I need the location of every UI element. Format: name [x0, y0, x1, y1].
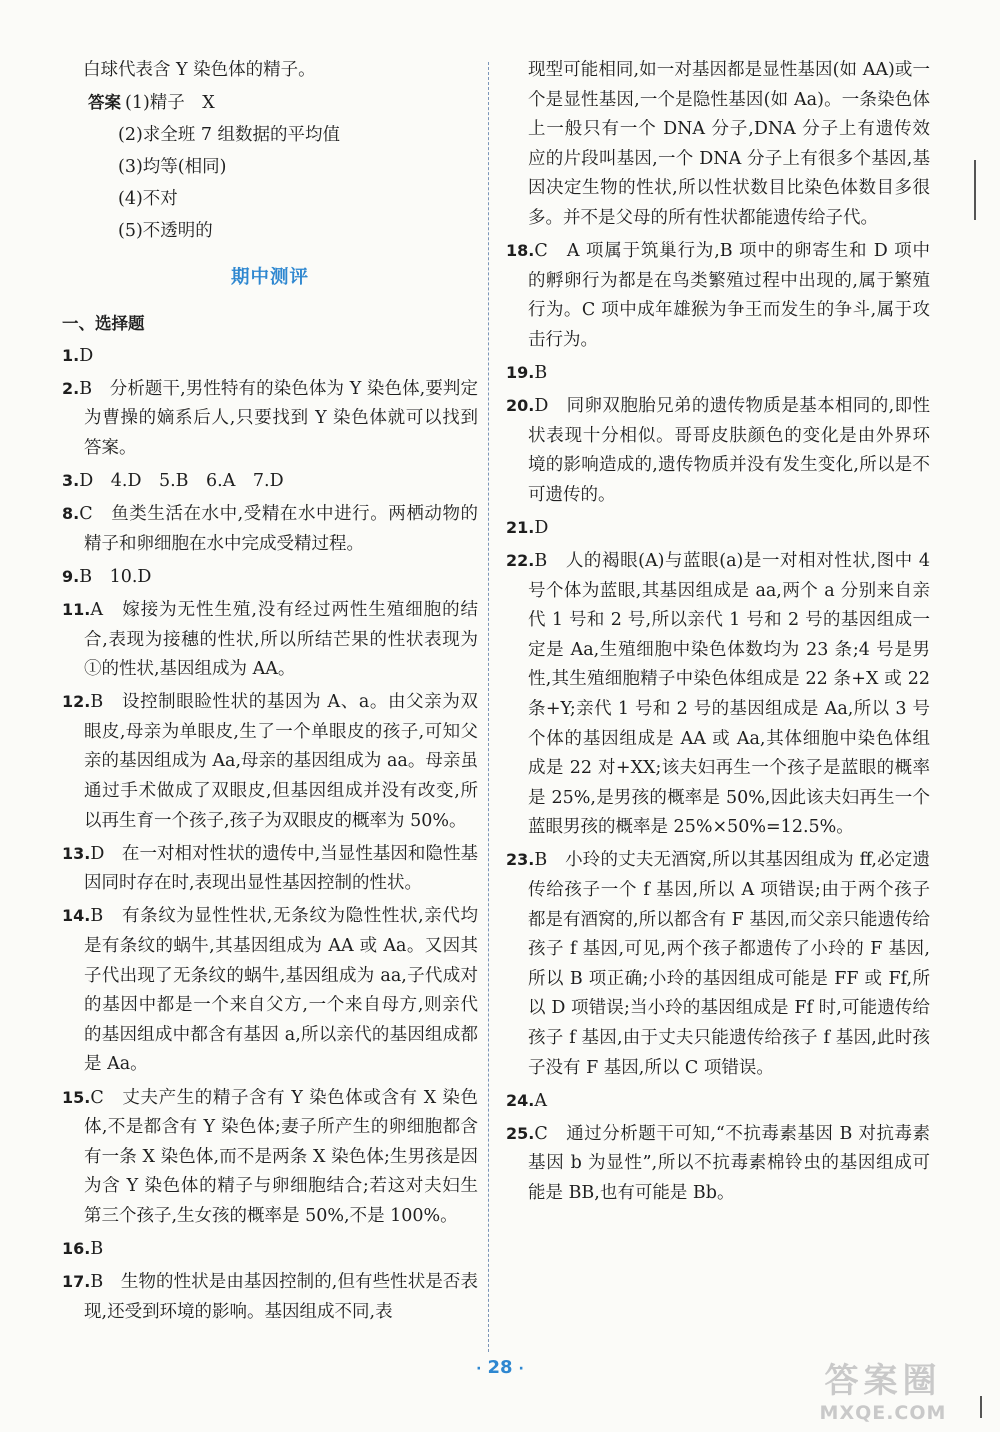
question-item	[62, 839, 478, 899]
question-text: B	[90, 1238, 104, 1259]
question-number: 3.	[62, 471, 80, 491]
question-item	[62, 901, 478, 1080]
question-text: C 通过分析题干可知,“不抗毒素基因 B 对抗毒素基因 b 为显性”,所以不抗毒素棉铃虫的基因组成可能是 BB,也有可能是 Bb。	[528, 1123, 930, 1203]
section-title: 期中测评	[230, 267, 309, 289]
question-item	[62, 341, 478, 372]
question-text: C A 项属于筑巢行为,B 项中的卵寄生和 D 项中的孵卵行为都是在鸟类繁殖过程中出现的,属于繁殖行为。C 项中成年雄猴为争王而发生的争斗,属于攻击行为。	[528, 241, 930, 350]
answer-line-1	[62, 88, 478, 119]
question-number: 12.	[62, 692, 91, 712]
question-number: 1.	[62, 345, 80, 365]
left-column	[62, 56, 478, 1330]
question-number: 8.	[62, 504, 80, 524]
question-number: 13.	[62, 843, 91, 863]
question-number: 24.	[506, 1090, 535, 1110]
answer-1: (1)精子 X	[125, 93, 215, 114]
page-number-text: 28	[487, 1357, 513, 1378]
question-text: A	[534, 1090, 547, 1111]
question-text: D 4.D 5.B 6.A 7.D	[79, 471, 284, 492]
answer-5: (5)不透明的	[118, 221, 213, 242]
question-item	[62, 687, 478, 836]
part-heading: 一、选择题	[62, 313, 145, 333]
answer-2: (2)求全班 7 组数据的平均值	[118, 125, 341, 146]
question-number: 18.	[506, 241, 535, 261]
question-text: A 嫁接为无性生殖,没有经过两性生殖细胞的结合,表现为接穗的性状,所以所结芒果的性状表现为①的性状,基因组成为 AA。	[84, 600, 478, 680]
question-text: D 同卵双胞胎兄弟的遗传物质是基本相同的,即性状表现十分相似。哥哥皮肤颜色的变化是由外界环境的影响造成的,遗传物质并没有发生变化,所以是不可遗传的。	[528, 396, 930, 505]
question-number: 9.	[62, 566, 80, 586]
question-item	[506, 236, 930, 355]
question-number: 19.	[506, 362, 535, 382]
question-number: 11.	[62, 600, 91, 619]
question-item	[62, 562, 478, 593]
column-divider	[488, 62, 489, 1352]
question-number: 2.	[62, 378, 80, 398]
watermark-url: MXQE.COM	[819, 1402, 947, 1424]
question-text: B 生物的性状是由基因控制的,但有些性状是否表现,还受到环境的影响。基因组成不同,表	[84, 1272, 478, 1322]
right-column	[506, 56, 930, 1211]
page-dot-right: ·	[518, 1361, 524, 1377]
question-item	[62, 1083, 478, 1232]
question-number: 20.	[506, 396, 535, 416]
question-item	[506, 513, 930, 544]
question-text: B 10.D	[79, 566, 152, 587]
question-item	[506, 391, 930, 510]
question-text: B 有条纹为显性性状,无条纹为隐性性状,亲代均是有条纹的蜗牛,其基因组成为 AA 或 Aa。又因其子代出现了无条纹的蜗牛,基因组成为 aa,子代成对的基因中都是一个来自父方,一个来自母方,则亲代的基因组成中都含有基因 a,所以亲代的基因组成都是 Aa。	[84, 906, 478, 1075]
watermark-logo-text: 答案圈	[824, 1361, 942, 1401]
question-number: 17.	[62, 1272, 91, 1292]
question-item	[62, 499, 478, 559]
question-text: C 丈夫产生的精子含有 Y 染色体或含有 X 染色体,不是都含有 Y 染色体;妻子所产生的卵细胞都含有一条 X 染色体,而不是两条 X 染色体;生男孩是因为含 Y 染色体的精子与卵细胞结合;若这对夫妇生第三个孩子,生女孩的概率是 50%,不是 100%。	[84, 1087, 478, 1226]
question-item	[506, 1119, 930, 1209]
question-text: B	[534, 362, 548, 383]
question-number: 14.	[62, 906, 91, 926]
question-item	[62, 374, 478, 464]
question-text: D 在一对相对性状的遗传中,当显性基因和隐性基因同时存在时,表现出显性基因控制的性状。	[84, 843, 478, 894]
page-edge-mark-bottom	[980, 1396, 982, 1418]
question-item	[506, 358, 930, 389]
answer-4: (4)不对	[118, 189, 178, 210]
question-text: C 鱼类生活在水中,受精在水中进行。两栖动物的精子和卵细胞在水中完成受精过程。	[79, 504, 478, 554]
intro-line: 白球代表含 Y 染色体的精子。	[83, 60, 316, 80]
question-number: 15.	[62, 1087, 91, 1107]
question-item	[62, 1234, 478, 1265]
question-item	[62, 595, 478, 685]
question-text: B 人的褐眼(A)与蓝眼(a)是一对相对性状,图中 4 号个体为蓝眼,其基因组成是 aa,两个 a 分别来自亲代 1 号和 2 号,所以亲代 1 号和 2 号的基因组成一定是 Aa,生殖细胞中染色体数均为 23 条;4 号是男性,其生殖细胞精子中染色体组成是 22 条+X 或 22 条+Y;亲代 1 号和 2 号的基因组成是 Aa,所以 3 号个体的基因组成是 AA 或 Aa,其体细胞中染色体组成是 22 对+XX;该夫妇再生一个孩子是蓝眼的概率是 25%,是男孩的概率是 50%,因此该夫妇再生一个蓝眼男孩的概率是 25%×50%=12.5%。	[528, 551, 930, 838]
page-dot-left: ·	[476, 1361, 482, 1377]
continued-answer-text: 现型可能相同,如一对基因都是显性基因(如 AA)或一个是显性基因,一个是隐性基因(如 Aa)。一条染色体上一般只有一个 DNA 分子,DNA 分子上有遗传效应的片段叫基因,一个 DNA 分子上有很多个基因,基因决定生物的性状,所以性状数目比染色体数目多很多。并不是父母的所有性状都能遗传给子代。	[528, 60, 930, 228]
watermark	[798, 1360, 968, 1424]
question-number: 25.	[506, 1123, 535, 1143]
question-number: 16.	[62, 1238, 91, 1258]
question-item	[506, 546, 930, 843]
question-text: B 小玲的丈夫无酒窝,所以其基因组成为 ff,必定遗传给孩子一个 f 基因,所以 A 项错误;由于两个孩子都是有酒窝的,所以都含有 F 基因,而父亲只能遗传给孩子 f 基因,可见,两个孩子都遗传了小玲的 F 基因,所以 B 项正确;小玲的基因组成可能是 FF 或 Ff,所以 D 项错误;当小玲的基因组成是 Ff 时,可能遗传给孩子 f 基因,由于丈夫只能遗传给孩子 f 基因,此时孩子没有 F 基因,所以 C 项错误。	[528, 850, 930, 1078]
page-edge-mark	[974, 160, 976, 220]
question-item	[62, 1267, 478, 1327]
answer-3: (3)均等(相同)	[118, 157, 227, 178]
question-text: B 设控制眼睑性状的基因为 A、a。由父亲为双眼皮,母亲为单眼皮,生了一个单眼皮的孩子,可知父亲的基因组成为 Aa,母亲的基因组成为 aa。母亲虽通过手术做成了双眼皮,但基因组成并没有改变,所以再生育一个孩子,孩子为双眼皮的概率为 50%。	[84, 692, 478, 831]
question-number: 23.	[506, 850, 535, 870]
question-number: 21.	[506, 517, 535, 537]
question-item	[62, 466, 478, 497]
question-text: D	[534, 517, 549, 538]
question-number: 22.	[506, 551, 535, 570]
question-item	[506, 1086, 930, 1117]
question-text: D	[79, 345, 94, 366]
question-item	[506, 845, 930, 1083]
answer-label: 答案	[88, 93, 121, 113]
question-text: B 分析题干,男性特有的染色体为 Y 染色体,要判定为曹操的嫡系后人,只要找到 Y 染色体就可以找到答案。	[79, 378, 478, 459]
